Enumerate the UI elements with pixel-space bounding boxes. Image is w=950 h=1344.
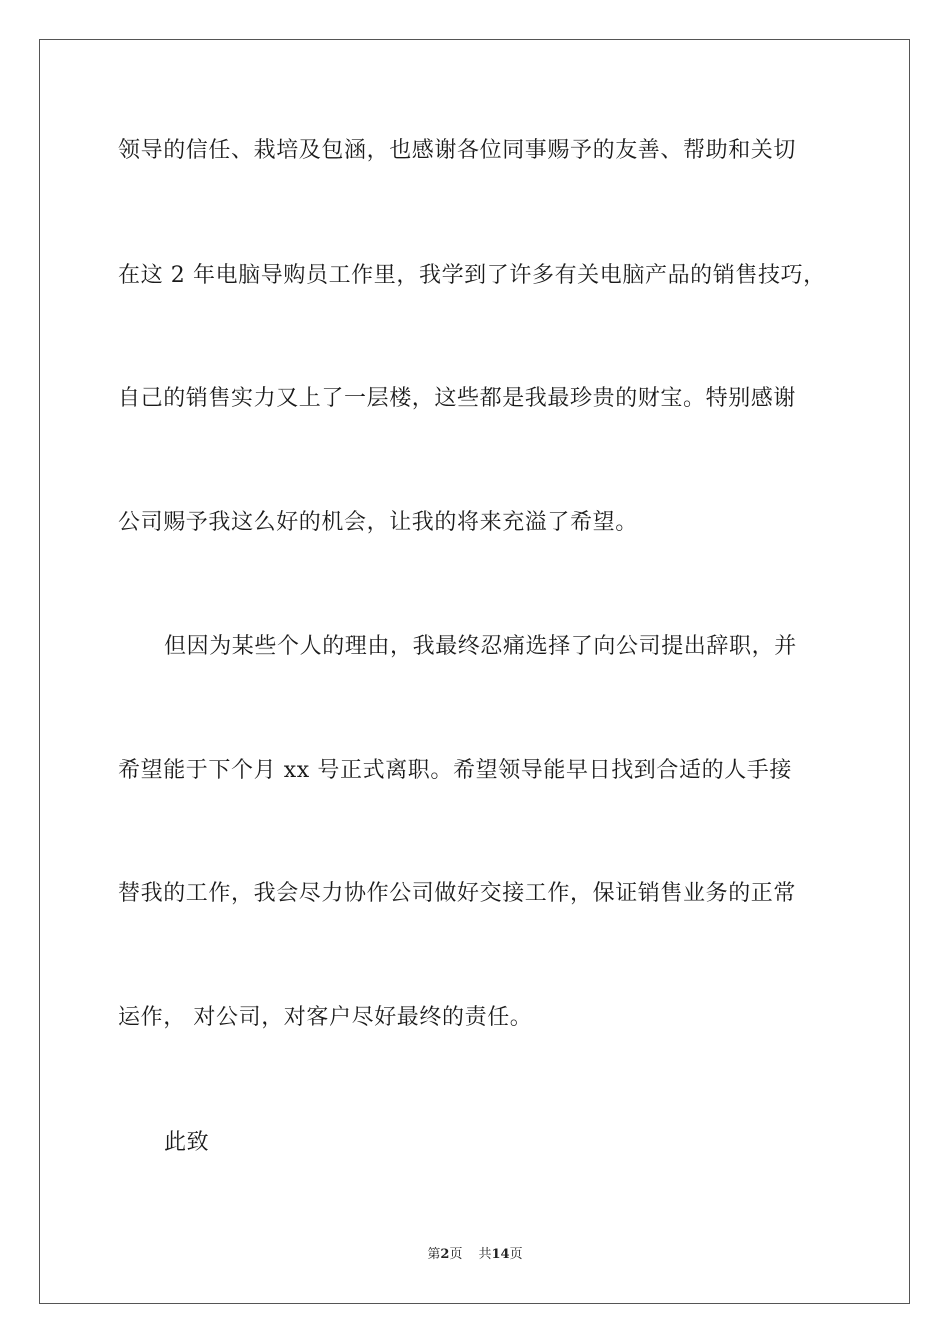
body-line-3: 自己的销售实力又上了一层楼，这些都是我最珍贵的财宝。特别感谢 [118, 386, 797, 411]
page-suffix: 页 [449, 1247, 463, 1262]
page-number: 2 [440, 1247, 450, 1262]
body-line-4: 公司赐予我这么好的机会，让我的将来充溢了希望。 [118, 510, 638, 535]
body-line-8: 运作， 对公司，对客户尽好最终的责任。 [118, 1005, 533, 1030]
page-footer [0, 1246, 950, 1264]
body-line-1: 领导的信任、栽培及包涵，也感谢各位同事赐予的友善、帮助和关切 [118, 138, 797, 163]
total-suffix: 页 [509, 1247, 523, 1262]
total-pages: 14 [491, 1247, 510, 1262]
body-line-6: 希望能于下个月 xx 号正式离职。希望领导能早日找到合适的人手接 [118, 758, 793, 783]
total-prefix: 共 [478, 1247, 492, 1262]
body-line-7: 替我的工作，我会尽力协作公司做好交接工作，保证销售业务的正常 [118, 881, 797, 906]
body-line-2: 在这 2 年电脑导购员工作里，我学到了许多有关电脑产品的销售技巧， [118, 263, 826, 288]
body-line-5: 但因为某些个人的理由，我最终忍痛选择了向公司提出辞职，并 [164, 634, 797, 659]
page-prefix: 第 [427, 1247, 441, 1262]
closing-salutation: 此致 [164, 1130, 210, 1155]
page-border [39, 39, 910, 1304]
